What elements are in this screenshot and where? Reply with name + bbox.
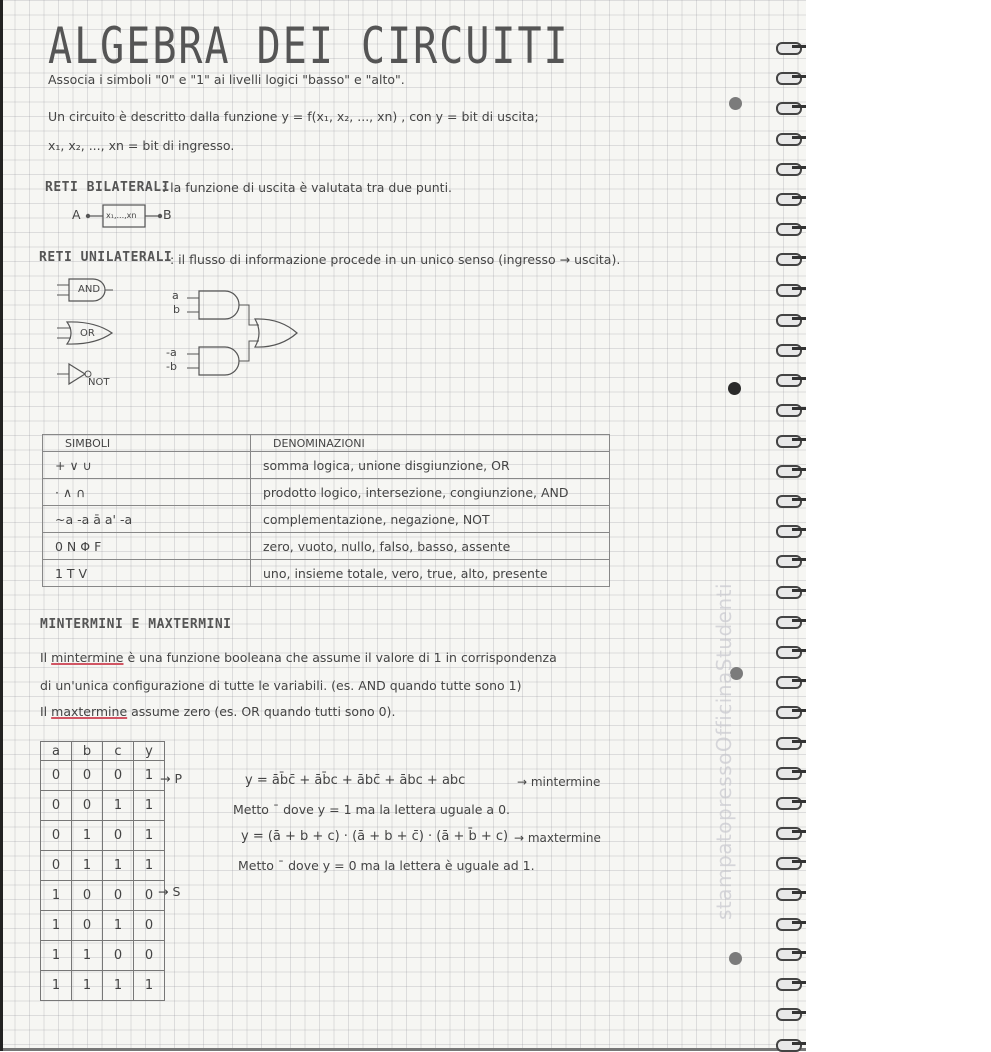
minterm-formula-tag: → mintermine	[517, 775, 601, 789]
row-marker-s: → S	[158, 884, 181, 899]
cell: 1	[134, 971, 165, 1001]
or-gate-label: OR	[80, 328, 95, 339]
spiral-ring	[776, 555, 806, 566]
intro-line-3: x₁, x₂, ..., xn = bit di ingresso.	[48, 138, 235, 153]
watermark: stampatopressoOfficinaStudenti	[712, 582, 736, 920]
cell: 0	[134, 941, 165, 971]
cell: 0	[41, 851, 72, 881]
spiral-ring	[776, 767, 806, 778]
spiral-ring	[776, 223, 806, 234]
maxterm-formula: y = (ā + b + c) · (ā + b + c̄) · (ā + b̄ + c)	[241, 829, 509, 844]
cell: 0	[103, 761, 134, 791]
table-row	[41, 971, 165, 1001]
cell: 1	[134, 851, 165, 881]
table-row	[41, 761, 165, 791]
cell: 1	[134, 791, 165, 821]
symbol-cell: ~a -a ā a' -a	[43, 506, 251, 533]
spiral-ring	[776, 102, 806, 113]
cell: 1	[41, 971, 72, 1001]
header-a: a	[41, 742, 72, 761]
header-y: y	[134, 742, 165, 761]
minterm-heading: MINTERMINI E MAXTERMINI	[40, 617, 232, 632]
symbol-cell: 0 N Φ F	[43, 533, 251, 560]
cell: 0	[103, 941, 134, 971]
spiral-ring	[776, 374, 806, 385]
spiral-ring	[776, 284, 806, 295]
table-row	[43, 479, 610, 506]
name-cell: complementazione, negazione, NOT	[251, 506, 610, 533]
cell: 1	[103, 971, 134, 1001]
box-label: x₁,...,xn	[106, 211, 137, 220]
minterm-p1-pre: Il	[40, 650, 52, 665]
spiral-ring	[776, 163, 806, 174]
table-row	[41, 881, 165, 911]
table-row	[41, 791, 165, 821]
spiral-ring	[776, 948, 806, 959]
minterm-paragraph-2: di un'unica configurazione di tutte le variabili. (es. AND quando tutte sono 1)	[40, 678, 522, 693]
row-marker-p: → P	[160, 771, 182, 786]
cell: 1	[72, 851, 103, 881]
cell: 1	[41, 941, 72, 971]
cell: 1	[103, 851, 134, 881]
not-gate-icon	[57, 364, 91, 384]
cell: 1	[134, 761, 165, 791]
spiral-ring	[776, 797, 806, 808]
reti-unilaterali-heading: RETI UNILATERALI	[39, 250, 173, 265]
gate-circuit-diagram	[165, 285, 305, 385]
table-row	[41, 851, 165, 881]
spiral-ring	[776, 133, 806, 144]
cell: 1	[134, 821, 165, 851]
not-gate-label: NOT	[88, 377, 110, 388]
table-header-row	[43, 435, 610, 452]
spiral-ring	[776, 404, 806, 415]
spiral-ring	[776, 827, 806, 838]
spiral-ring	[776, 646, 806, 657]
name-cell: uno, insieme totale, vero, true, alto, presente	[251, 560, 610, 587]
reti-bilaterali-text: : la funzione di uscita è valutata tra due punti.	[162, 180, 453, 195]
maxterm-p3-post: assume zero (es. OR quando tutti sono 0).	[127, 704, 396, 719]
spiral-ring	[776, 586, 806, 597]
spiral-ring	[776, 888, 806, 899]
minterm-p1-post: è una funzione booleana che assume il valore di 1 in corrispondenza	[123, 650, 557, 665]
cell: 0	[72, 911, 103, 941]
input-not-a-label: -a	[166, 346, 177, 359]
table-row	[43, 452, 610, 479]
spiral-ring	[776, 525, 806, 536]
name-cell: somma logica, unione disgiunzione, OR	[251, 452, 610, 479]
symbols-table	[42, 434, 610, 587]
spiral-ring	[776, 72, 806, 83]
spiral-ring	[776, 42, 806, 53]
name-cell: prodotto logico, intersezione, congiunzione, AND	[251, 479, 610, 506]
punch-hole	[729, 952, 742, 965]
page-title: ALGEBRA DEI CIRCUITI	[48, 18, 570, 76]
input-not-b-label: -b	[166, 360, 177, 373]
table-row	[41, 941, 165, 971]
spiral-ring	[776, 435, 806, 446]
spiral-ring	[776, 616, 806, 627]
intro-line-1: Associa i simboli "0" e "1" ai livelli logici "basso" e "alto".	[48, 72, 405, 87]
cell: 0	[41, 791, 72, 821]
header-simboli: SIMBOLI	[43, 435, 251, 452]
cell: 0	[41, 761, 72, 791]
minterm-paragraph-1	[40, 650, 557, 665]
punch-hole	[729, 97, 742, 110]
table-row	[41, 911, 165, 941]
intro-line-2: Un circuito è descritto dalla funzione y = f(x₁, x₂, ..., xn) , con y = bit di uscita;	[48, 109, 539, 124]
punch-hole	[728, 382, 741, 395]
table-row	[43, 533, 610, 560]
table-row	[41, 821, 165, 851]
spiral-ring	[776, 253, 806, 264]
maxterm-note: Metto ¯ dove y = 0 ma la lettera è uguale ad 1.	[238, 858, 535, 873]
symbol-cell: 1 T V	[43, 560, 251, 587]
header-denominazioni: DENOMINAZIONI	[251, 435, 610, 452]
minterm-formula: y = āb̄c̄ + āb̄c + ābc̄ + ābc + abc	[245, 773, 466, 788]
maxterm-p3-pre: Il	[40, 704, 52, 719]
truth-header-row	[41, 742, 165, 761]
truth-table	[40, 741, 165, 1001]
cell: 1	[72, 821, 103, 851]
cell: 1	[41, 911, 72, 941]
cell: 0	[72, 761, 103, 791]
spiral-ring	[776, 857, 806, 868]
node-a-label: A	[72, 207, 81, 222]
spiral-ring	[776, 918, 806, 929]
input-a-label: a	[172, 289, 179, 302]
spiral-ring	[776, 737, 806, 748]
and-gate-label: AND	[78, 284, 101, 295]
spiral-ring	[776, 314, 806, 325]
cell: 1	[103, 911, 134, 941]
spiral-ring	[776, 1039, 806, 1050]
symbol-cell: + ∨ ∪	[43, 452, 251, 479]
cell: 1	[41, 881, 72, 911]
node-b-label: B	[163, 207, 172, 222]
minterm-note: Metto ¯ dove y = 1 ma la lettera uguale a 0.	[233, 802, 510, 817]
spiral-ring	[776, 465, 806, 476]
reti-bilaterali-heading: RETI BILATERALI	[45, 180, 170, 195]
spiral-ring	[776, 706, 806, 717]
cell: 0	[41, 821, 72, 851]
cell: 0	[72, 881, 103, 911]
name-cell: zero, vuoto, nullo, falso, basso, assente	[251, 533, 610, 560]
spiral-ring	[776, 1008, 806, 1019]
cell: 1	[103, 791, 134, 821]
table-row	[43, 506, 610, 533]
cell: 0	[103, 821, 134, 851]
symbol-cell: · ∧ ∩	[43, 479, 251, 506]
cell: 1	[72, 971, 103, 1001]
spiral-ring	[776, 495, 806, 506]
mintermine-term: mintermine	[51, 650, 124, 665]
cell: 0	[134, 911, 165, 941]
table-row	[43, 560, 610, 587]
reti-unilaterali-text: : il flusso di informazione procede in un unico senso (ingresso → uscita).	[170, 252, 621, 267]
cell: 0	[103, 881, 134, 911]
header-b: b	[72, 742, 103, 761]
maxtermine-term: maxtermine	[51, 704, 128, 719]
spiral-ring	[776, 193, 806, 204]
cell: 0	[134, 881, 165, 911]
cell: 0	[72, 791, 103, 821]
minterm-paragraph-3	[40, 704, 395, 719]
header-c: c	[103, 742, 134, 761]
spiral-ring	[776, 978, 806, 989]
input-b-label: b	[173, 303, 180, 316]
spiral-ring	[776, 344, 806, 355]
spiral-ring	[776, 676, 806, 687]
cell: 1	[72, 941, 103, 971]
maxterm-formula-tag: → maxtermine	[514, 831, 601, 845]
